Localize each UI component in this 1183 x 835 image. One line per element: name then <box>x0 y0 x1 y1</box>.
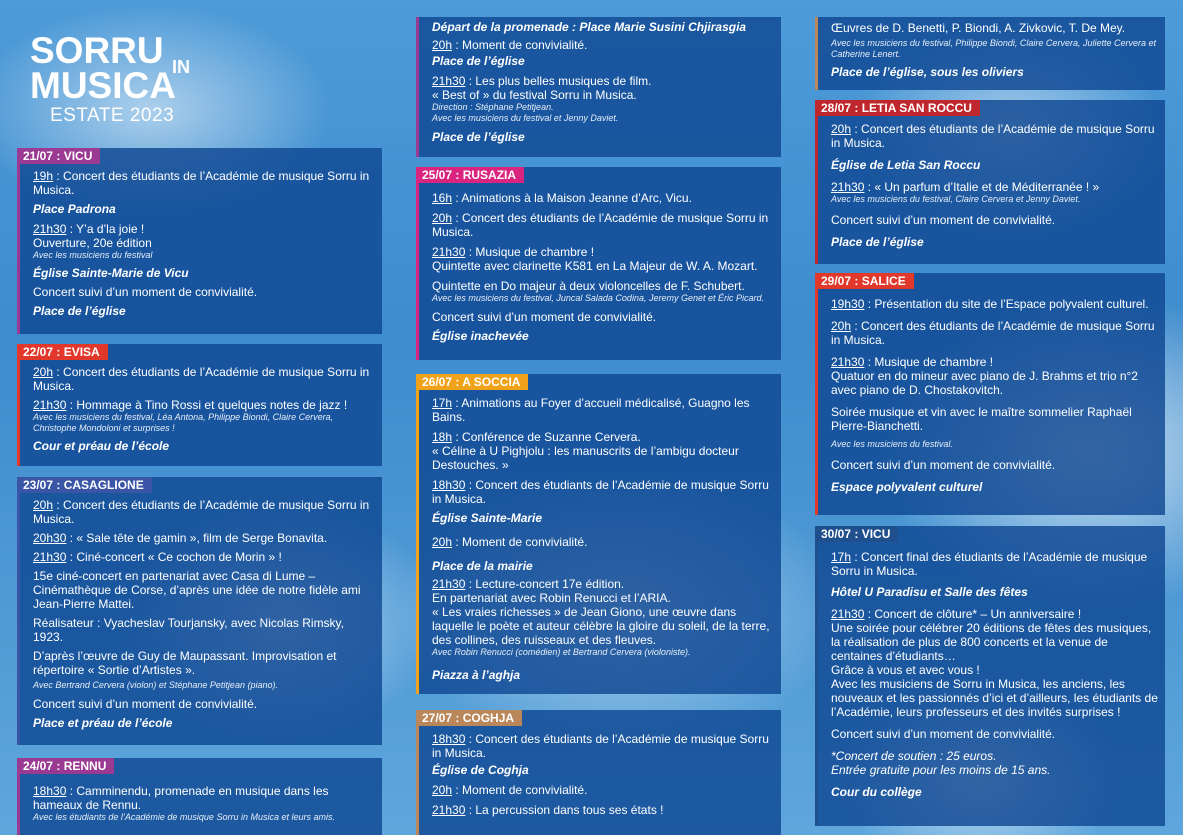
event-detail: Grâce à vous et avec vous ! <box>831 663 980 677</box>
event-item: 20h : Concert des étudiants de l’Académie de musique Sorru in Musica. <box>33 365 370 393</box>
event-item: 20h : Concert des étudiants de l’Académie de musique Sorru in Musica. <box>831 319 1155 347</box>
venue: Place Padrona <box>33 202 116 216</box>
venue: Église Sainte-Marie <box>432 511 543 525</box>
logo-line3: ESTATE 2023 <box>50 105 175 126</box>
price-note: *Concert de soutien : 25 euros. <box>831 749 997 763</box>
event-item: 20h : Concert des étudiants de l’Académie de musique Sorru in Musica. <box>432 211 769 239</box>
event-block-vicu-30 <box>815 526 1165 826</box>
event-block-rennu-cont <box>416 17 781 157</box>
event-item: 21h30 : Les plus belles musiques de film. <box>432 74 652 88</box>
venue: Piazza à l’aghja <box>432 668 521 682</box>
event-item: 21h30 : Musique de chambre ! <box>831 355 994 369</box>
date-tag: 21/07 : VICU <box>17 148 100 164</box>
event-detail: Ouverture, 20e édition <box>33 236 152 250</box>
event-detail: En partenariat avec Robin Renucci et l’ARIA. <box>432 591 671 605</box>
price-note: Entrée gratuite pour les moins de 15 ans. <box>831 763 1051 777</box>
event-detail: Concert suivi d’un moment de convivialité. <box>831 213 1056 227</box>
event-item: 18h30 : Concert des étudiants de l’Académie de musique Sorru in Musica. <box>432 732 769 760</box>
performer-note: Avec les musiciens du festival, Léa Antona, Philippe Biondi, Claire Cervera, Christophe Mondoloni et surprises ! <box>33 412 334 433</box>
event-block-evisa <box>17 344 382 466</box>
event-block-salice <box>815 273 1165 515</box>
date-tag: 27/07 : COGHJA <box>416 710 522 726</box>
venue: Place de l’église <box>432 130 525 144</box>
event-item: 20h : Concert des étudiants de l’Académie de musique Sorru in Musica. <box>831 122 1155 150</box>
event-detail: Concert suivi d’un moment de convivialité. <box>432 310 657 324</box>
event-item: 21h30 : Musique de chambre ! <box>432 245 595 259</box>
performer-note: Avec les musiciens du festival, Claire Cervera et Jenny Daviet. <box>831 194 1081 204</box>
performer-note: Avec les musiciens du festival, Philippe Biondi, Claire Cervera, Juliette Cervera et Catherine Lenert. <box>831 38 1156 59</box>
event-item: 21h30 : La percussion dans tous ses états ! <box>432 803 664 817</box>
logo-line1: SORRU <box>30 30 164 71</box>
date-tag: 30/07 : VICU <box>815 526 898 542</box>
event-detail: Avec les musiciens de Sorru in Musica, les anciens, les nouveaux et les passionnés d’ici et d’ailleurs, les étudiants de l’Académie, leurs professeurs et des invités surprises ! <box>831 677 1158 719</box>
event-block-coghja-cont <box>815 17 1165 90</box>
event-detail: Œuvres de D. Benetti, P. Biondi, A. Zivkovic, T. De Mey. <box>831 21 1126 35</box>
event-detail: Quintette avec clarinette K581 en La Majeur de W. A. Mozart. <box>432 259 758 273</box>
event-item: 21h30 : Concert de clôture* – Un anniversaire ! <box>831 607 1082 621</box>
date-tag: 22/07 : EVISA <box>17 344 108 360</box>
date-tag: 25/07 : RUSAZIA <box>416 167 524 183</box>
venue: Départ de la promenade : Place Marie Susini Chjirasgia <box>432 20 747 34</box>
event-detail: « Best of » du festival Sorru in Musica. <box>432 88 637 102</box>
performer-note: Avec Bertrand Cervera (violon) et Stéphane Petitjean (piano). <box>33 680 278 690</box>
event-detail: Concert suivi d’un moment de convivialité. <box>831 727 1056 741</box>
venue: Cour du collège <box>831 785 922 799</box>
event-detail: 15e ciné-concert en partenariat avec Casa di Lume – Cinémathèque de Corse, d’après une idée de notre fidèle ami Jean-Pierre Mattei. <box>33 569 361 611</box>
venue: Église Sainte-Marie de Vicu <box>33 266 189 280</box>
event-item: 20h30 : « Sale tête de gamin », film de Serge Bonavita. <box>33 531 328 545</box>
date-tag: 29/07 : SALICE <box>815 273 914 289</box>
event-item: 20h : Moment de convivialité. <box>432 38 588 52</box>
date-tag: 24/07 : RENNU <box>17 758 114 774</box>
date-tag: 26/07 : A SOCCIA <box>416 374 528 390</box>
performer-note: Direction : Stéphane Petitjean. <box>432 102 554 112</box>
venue: Cour et préau de l’école <box>33 439 170 453</box>
performer-note: Avec les musiciens du festival, Juncal Salada Codina, Jeremy Genet et Éric Picard. <box>432 293 764 303</box>
event-block-rusazia <box>416 167 781 360</box>
event-detail: « Céline à U Pighjolu : les manuscrits de l’ambigu docteur Destouches. » <box>432 444 739 472</box>
event-detail: Quatuor en do mineur avec piano de J. Brahms et trio n°2 avec piano de D. Chostakovitch. <box>831 369 1138 397</box>
venue: Espace polyvalent culturel <box>831 480 983 494</box>
logo-in: IN <box>172 57 190 77</box>
event-block-coghja <box>416 710 781 835</box>
venue: Église de Letia San Roccu <box>831 158 981 172</box>
event-item: 20h : Concert des étudiants de l’Académie de musique Sorru in Musica. <box>33 498 370 526</box>
logo-line2: MUSICA <box>30 65 176 106</box>
venue: Église inachevée <box>432 329 529 343</box>
event-item: 18h30 : Concert des étudiants de l’Académie de musique Sorru in Musica. <box>432 478 769 506</box>
event-item: 20h : Moment de convivialité. <box>432 535 588 549</box>
event-detail: Réalisateur : Vyacheslav Tourjansky, avec Nicolas Rimsky, 1923. <box>33 616 345 644</box>
event-block-letia <box>815 100 1165 264</box>
performer-note: Avec les musiciens du festival <box>33 250 153 260</box>
date-tag: 28/07 : LETIA SAN ROCCU <box>815 100 980 116</box>
event-detail: « Les vraies richesses » de Jean Giono, une œuvre dans laquelle le poète et auteur célèbre la gloire du soleil, de la terre, des collines, des ruisseaux et des fleuves. <box>432 605 770 647</box>
event-block-casaglione <box>17 477 382 745</box>
event-item: 21h30 : Hommage à Tino Rossi et quelques notes de jazz ! <box>33 398 348 412</box>
event-item: 17h : Concert final des étudiants de l’Académie de musique Sorru in Musica. <box>831 550 1148 578</box>
venue: Église de Coghja <box>432 763 529 777</box>
event-detail: Quintette en Do majeur à deux violoncelles de F. Schubert. <box>432 279 745 293</box>
venue: Place de la mairie <box>432 559 533 573</box>
event-detail: Une soirée pour célébrer 20 éditions de fêtes des musiques, la réalisation de plus de 800 concerts et la venue de centaines d’étudiants… <box>831 621 1152 663</box>
event-item: 19h : Concert des étudiants de l’Académie de musique Sorru in Musica. <box>33 169 370 197</box>
venue: Place de l’église, sous les oliviers <box>831 65 1024 79</box>
performer-note: Avec Robin Renucci (comédien) et Bertrand Cervera (violoniste). <box>432 647 691 657</box>
venue: Place et préau de l’école <box>33 716 173 730</box>
event-item: 20h : Moment de convivialité. <box>432 783 588 797</box>
venue: Hôtel U Paradisu et Salle des fêtes <box>831 585 1028 599</box>
performer-note: Avec les musiciens du festival. <box>831 439 953 449</box>
event-item: 16h : Animations à la Maison Jeanne d’Arc, Vicu. <box>432 191 692 205</box>
festival-logo <box>30 30 220 127</box>
venue: Place de l’église <box>831 235 924 249</box>
performer-note: Avec les étudiants de l’Académie de musique Sorru in Musica et leurs amis. <box>33 812 335 822</box>
event-detail: D’après l’œuvre de Guy de Maupassant. Improvisation et répertoire « Sortie d’Artistes ». <box>33 649 337 677</box>
event-detail: Concert suivi d’un moment de convivialité. <box>33 697 258 711</box>
event-item: 17h : Animations au Foyer d’accueil médicalisé, Guagno les Bains. <box>432 396 750 424</box>
performer-note: Avec les musiciens du festival et Jenny Daviet. <box>432 113 619 123</box>
event-item: 18h : Conférence de Suzanne Cervera. <box>432 430 641 444</box>
event-item: 21h30 : Y’a d’la joie ! <box>33 222 145 236</box>
event-item: 21h30 : Lecture-concert 17e édition. <box>432 577 625 591</box>
event-item: 21h30 : « Un parfum d’Italie et de Méditerranée ! » <box>831 180 1100 194</box>
date-tag: 23/07 : CASAGLIONE <box>17 477 152 493</box>
event-detail: Soirée musique et vin avec le maître sommelier Raphaël Pierre-Bianchetti. <box>831 405 1132 433</box>
venue: Place de l’église <box>432 54 525 68</box>
event-block-vicu-21 <box>17 148 382 334</box>
event-detail: Concert suivi d’un moment de convivialité. <box>33 285 258 299</box>
event-block-rennu <box>17 758 382 835</box>
event-detail: Concert suivi d’un moment de convivialité. <box>831 458 1056 472</box>
event-item: 19h30 : Présentation du site de l’Espace polyvalent culturel. <box>831 297 1149 311</box>
venue: Place de l’église <box>33 304 126 318</box>
event-item: 18h30 : Camminendu, promenade en musique dans les hameaux de Rennu. <box>33 784 329 812</box>
event-block-soccia <box>416 374 781 694</box>
event-item: 21h30 : Ciné-concert « Ce cochon de Morin » ! <box>33 550 282 564</box>
